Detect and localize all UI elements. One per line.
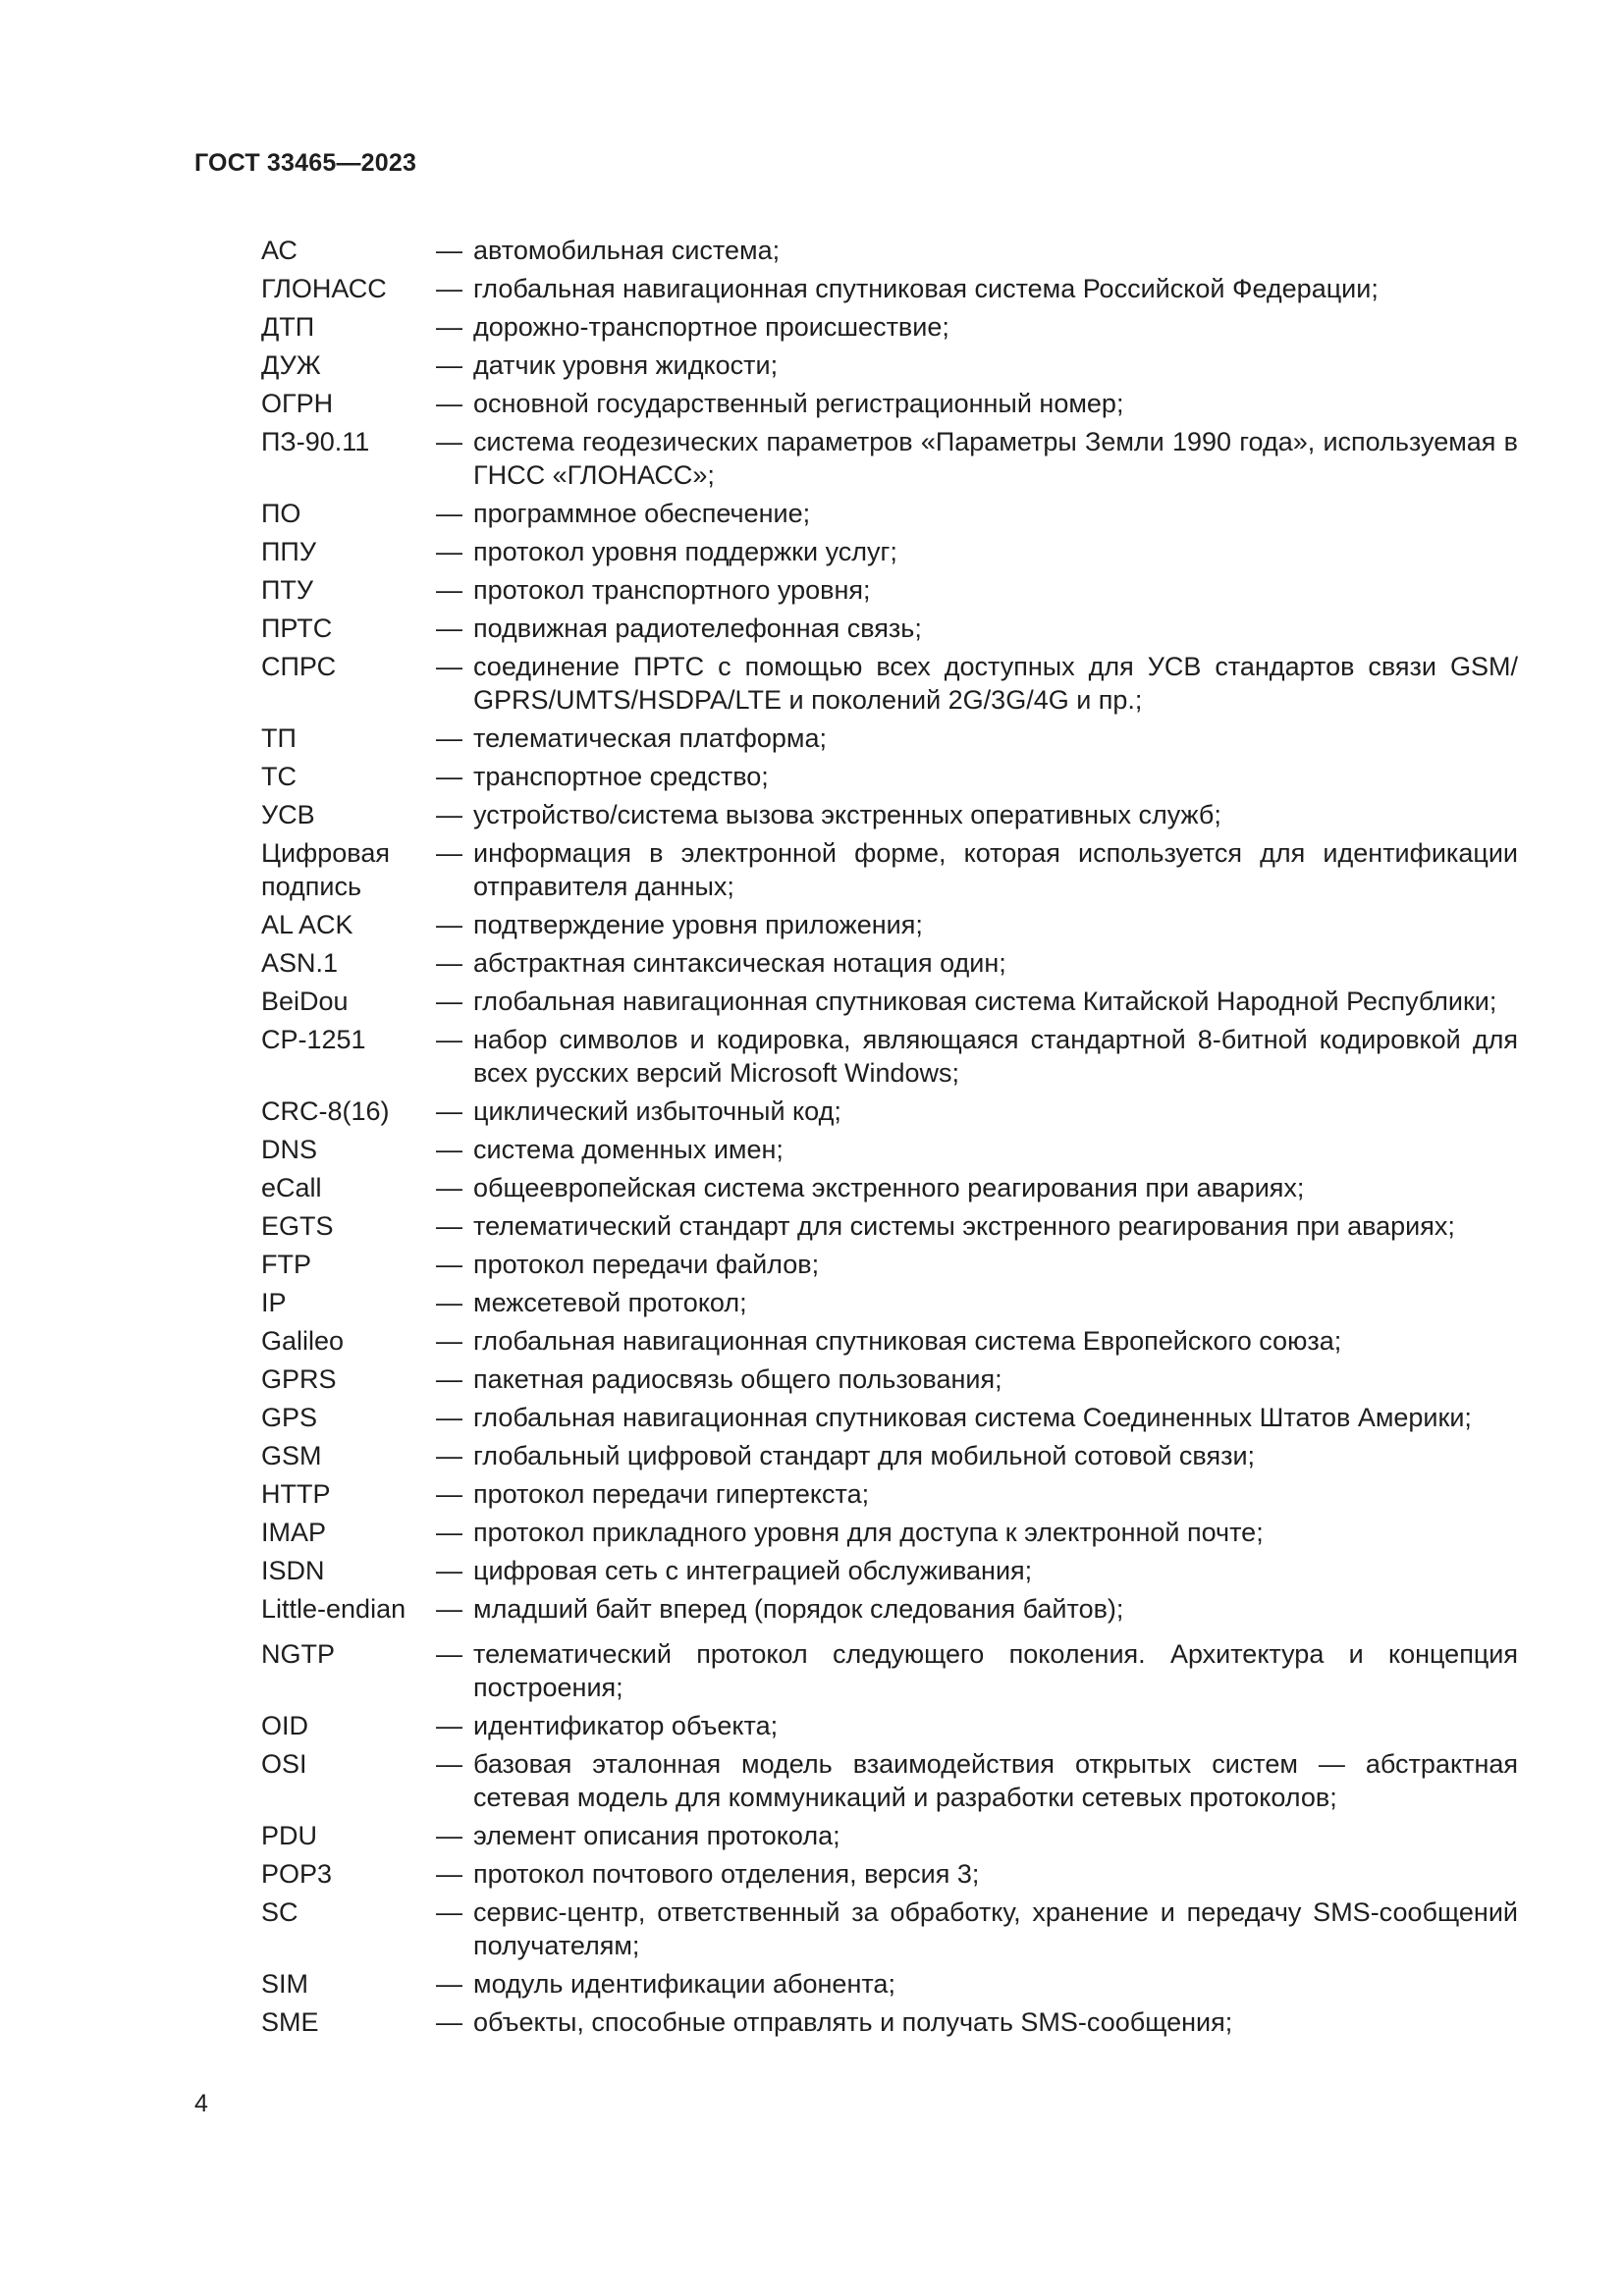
abbreviation-row [261, 535, 1518, 568]
abbreviation-term: eCall [261, 1173, 322, 1202]
definition-dash: — [436, 389, 462, 418]
abbreviation-term: HTTP [261, 1479, 331, 1509]
abbreviation-definition: пакетная радиосвязь общего пользования; [473, 1364, 1002, 1394]
abbreviation-definition: автомобильная система; [473, 236, 781, 265]
definition-dash: — [436, 1518, 462, 1547]
abbreviation-term: CP-1251 [261, 1025, 366, 1054]
definition-dash: — [436, 1749, 462, 1779]
abbreviation-definition: базовая эталонная модель взаимодействия открытых систем — абстрактная сетевая модель для коммуникаций и разработки сетевых протоколов; [473, 1749, 1518, 1812]
abbreviation-term: ПРТС [261, 614, 333, 643]
abbreviation-definition: протокол передачи файлов; [473, 1250, 820, 1279]
definition-dash: — [436, 1326, 462, 1356]
abbreviation-row [261, 985, 1518, 1018]
abbreviation-definition: протокол уровня поддержки услуг; [473, 537, 897, 566]
abbreviation-term: PDU [261, 1821, 318, 1850]
definition-dash: — [436, 1556, 462, 1585]
abbreviation-row [261, 798, 1518, 831]
abbreviation-definition: межсетевой протокол; [473, 1288, 747, 1317]
document-header-title: ГОСТ 33465—2023 [194, 149, 417, 177]
definition-dash: — [436, 1135, 462, 1164]
abbreviation-definition: общеевропейская система экстренного реагирования при авариях; [473, 1173, 1305, 1202]
abbreviation-row [261, 1439, 1518, 1472]
definition-dash: — [436, 2007, 462, 2037]
abbreviation-definition: датчик уровня жидкости; [473, 350, 779, 380]
abbreviation-definition: соединение ПРТС с помощью всех доступных для УСВ стандартов связи GSM/ GPRS/UMTS/HSDPA/LTE и поколений 2G/3G/4G и пр.; [473, 652, 1518, 715]
abbreviation-definition: глобальная навигационная спутниковая система Соединенных Штатов Америки; [473, 1403, 1472, 1432]
abbreviation-definition: циклический избыточный код; [473, 1096, 841, 1126]
abbreviation-term: АС [261, 236, 298, 265]
abbreviation-row [261, 348, 1518, 382]
abbreviation-row [261, 1857, 1518, 1891]
definition-dash: — [436, 1211, 462, 1241]
abbreviation-term: SME [261, 2007, 319, 2037]
abbreviation-term: ТП [261, 723, 297, 753]
definition-dash: — [436, 1479, 462, 1509]
abbreviation-term: IP [261, 1288, 287, 1317]
abbreviation-definition: сервис-центр, ответственный за обработку, хранение и передачу SMS-сообщений получателям; [473, 1897, 1518, 1960]
abbreviation-definition: дорожно-транспортное происшествие; [473, 312, 949, 342]
abbreviation-term: IMAP [261, 1518, 327, 1547]
definition-dash: — [436, 312, 462, 342]
abbreviation-row [261, 836, 1518, 903]
definition-dash: — [436, 723, 462, 753]
page-number: 4 [194, 2090, 208, 2117]
abbreviation-term: DNS [261, 1135, 318, 1164]
abbreviation-definition: глобальная навигационная спутниковая система Китайской Народной Республики; [473, 987, 1497, 1016]
abbreviation-row [261, 1819, 1518, 1852]
abbreviation-row [261, 1324, 1518, 1358]
abbreviation-term: ГЛОНАСС [261, 274, 387, 303]
abbreviation-definition: система доменных имен; [473, 1135, 784, 1164]
definition-dash: — [436, 1096, 462, 1126]
abbreviation-definition: устройство/система вызова экстренных оперативных служб; [473, 800, 1221, 829]
definition-dash: — [436, 236, 462, 265]
abbreviation-row [261, 573, 1518, 607]
abbreviation-term: GPS [261, 1403, 318, 1432]
abbreviation-term: NGTP [261, 1639, 336, 1669]
definition-dash: — [436, 499, 462, 528]
definition-dash: — [436, 1173, 462, 1202]
abbreviation-definition: младший байт вперед (порядок следования байтов); [473, 1594, 1124, 1624]
definition-dash: — [436, 1288, 462, 1317]
definition-dash: — [436, 1821, 462, 1850]
abbreviation-term: OID [261, 1711, 309, 1740]
abbreviation-term: СПРС [261, 652, 337, 681]
abbreviation-definition: основной государственный регистрационный номер; [473, 389, 1124, 418]
abbreviation-definition: протокол прикладного уровня для доступа к электронной почте; [473, 1518, 1264, 1547]
definition-dash: — [436, 274, 462, 303]
abbreviation-definition: телематическая платформа; [473, 723, 828, 753]
abbreviation-row [261, 1592, 1518, 1626]
abbreviation-definition: модуль идентификации абонента; [473, 1969, 895, 1999]
abbreviation-term: ДТП [261, 312, 315, 342]
abbreviation-definition: транспортное средство; [473, 762, 769, 791]
abbreviation-row [261, 1362, 1518, 1396]
abbreviation-definition: глобальный цифровой стандарт для мобильной сотовой связи; [473, 1441, 1256, 1470]
abbreviation-term: ПЗ-90.11 [261, 427, 370, 456]
abbreviation-row [261, 497, 1518, 530]
abbreviation-definition: протокол почтового отделения, версия 3; [473, 1859, 980, 1889]
abbreviation-term: EGTS [261, 1211, 334, 1241]
abbreviation-row [261, 1896, 1518, 1962]
definition-dash: — [436, 1711, 462, 1740]
abbreviation-term: SC [261, 1897, 298, 1927]
abbreviation-definition: глобальная навигационная спутниковая система Европейского союза; [473, 1326, 1342, 1356]
abbreviation-row [261, 1133, 1518, 1166]
abbreviation-term: FTP [261, 1250, 311, 1279]
definition-dash: — [436, 838, 462, 868]
abbreviation-row [261, 425, 1518, 492]
abbreviation-row [261, 612, 1518, 645]
abbreviation-term: BeiDou [261, 987, 349, 1016]
abbreviation-row [261, 387, 1518, 420]
abbreviation-term: ПТУ [261, 575, 314, 605]
abbreviation-definition: подтверждение уровня приложения; [473, 910, 923, 939]
abbreviation-row [261, 1477, 1518, 1511]
abbreviation-row [261, 1171, 1518, 1204]
abbreviation-term: Little-endian [261, 1594, 406, 1624]
definition-dash: — [436, 910, 462, 939]
abbreviation-definition: глобальная навигационная спутниковая система Российской Федерации; [473, 274, 1379, 303]
abbreviation-term: ДУЖ [261, 350, 321, 380]
definition-dash: — [436, 1403, 462, 1432]
abbreviation-row [261, 1095, 1518, 1128]
definition-dash: — [436, 1250, 462, 1279]
definition-dash: — [436, 1969, 462, 1999]
abbreviation-definition: элемент описания протокола; [473, 1821, 840, 1850]
abbreviation-row [261, 1709, 1518, 1742]
abbreviation-row [261, 310, 1518, 344]
abbreviation-definition: подвижная радиотелефонная связь; [473, 614, 922, 643]
abbreviation-row [261, 760, 1518, 793]
definition-dash: — [436, 1025, 462, 1054]
abbreviation-row [261, 272, 1518, 305]
abbreviation-term: AL ACK [261, 910, 353, 939]
abbreviation-term: SIM [261, 1969, 309, 1999]
abbreviation-term: ТС [261, 762, 297, 791]
abbreviation-definition: абстрактная синтаксическая нотация один; [473, 948, 1006, 978]
abbreviation-row [261, 946, 1518, 980]
abbreviation-row [261, 1637, 1518, 1704]
abbreviation-definition: объекты, способные отправлять и получать SMS-сообщения; [473, 2007, 1233, 2037]
abbreviation-row [261, 1401, 1518, 1434]
definition-dash: — [436, 652, 462, 681]
abbreviation-definition: протокол транспортного уровня; [473, 575, 871, 605]
abbreviation-definition: система геодезических параметров «Параметры Земли 1990 года», используемая в ГНСС «ГЛОНАСС»; [473, 427, 1518, 490]
abbreviation-row [261, 721, 1518, 755]
abbreviation-row [261, 1023, 1518, 1090]
abbreviation-definition: программное обеспечение; [473, 499, 811, 528]
abbreviation-row [261, 1516, 1518, 1549]
abbreviation-row [261, 234, 1518, 267]
abbreviation-term: CRC-8(16) [261, 1096, 390, 1126]
abbreviation-term: GPRS [261, 1364, 337, 1394]
abbreviation-definition: информация в электронной форме, которая используется для идентификации отправителя данных; [473, 838, 1518, 901]
abbreviation-row [261, 1286, 1518, 1319]
abbreviation-row [261, 1248, 1518, 1281]
definition-dash: — [436, 350, 462, 380]
abbreviation-term: ASN.1 [261, 948, 339, 978]
abbreviation-row [261, 2005, 1518, 2039]
abbreviation-definition: протокол передачи гипертекста; [473, 1479, 870, 1509]
abbreviation-list [261, 234, 1518, 2044]
definition-dash: — [436, 987, 462, 1016]
abbreviation-term: ППУ [261, 537, 316, 566]
abbreviation-row [261, 1554, 1518, 1587]
abbreviation-definition: набор символов и кодировка, являющаяся стандартной 8-битной кодировкой для всех русских версий Microsoft Windows; [473, 1025, 1518, 1088]
definition-dash: — [436, 1594, 462, 1624]
definition-dash: — [436, 537, 462, 566]
definition-dash: — [436, 948, 462, 978]
abbreviation-term: ОГРН [261, 389, 334, 418]
abbreviation-term: GSM [261, 1441, 322, 1470]
abbreviation-term: POP3 [261, 1859, 333, 1889]
abbreviation-row [261, 1747, 1518, 1814]
abbreviation-term: OSI [261, 1749, 307, 1779]
abbreviation-row [261, 650, 1518, 717]
abbreviation-term: УСВ [261, 800, 315, 829]
definition-dash: — [436, 1859, 462, 1889]
abbreviation-row [261, 1967, 1518, 2001]
abbreviation-row [261, 1209, 1518, 1243]
definition-dash: — [436, 800, 462, 829]
definition-dash: — [436, 575, 462, 605]
abbreviation-term: ISDN [261, 1556, 325, 1585]
definition-dash: — [436, 1364, 462, 1394]
abbreviation-definition: телематический стандарт для системы экстренного реагирования при авариях; [473, 1211, 1455, 1241]
abbreviation-row [261, 908, 1518, 941]
definition-dash: — [436, 1639, 462, 1669]
abbreviation-definition: цифровая сеть с интеграцией обслуживания; [473, 1556, 1033, 1585]
definition-dash: — [436, 1897, 462, 1927]
abbreviation-term: Galileo [261, 1326, 345, 1356]
abbreviation-term: ПО [261, 499, 301, 528]
definition-dash: — [436, 1441, 462, 1470]
definition-dash: — [436, 427, 462, 456]
abbreviation-term: Цифровая подпись [261, 838, 390, 901]
definition-dash: — [436, 614, 462, 643]
abbreviation-definition: телематический протокол следующего поколения. Архитектура и концепция построения; [473, 1639, 1518, 1702]
definition-dash: — [436, 762, 462, 791]
abbreviation-definition: идентификатор объекта; [473, 1711, 779, 1740]
